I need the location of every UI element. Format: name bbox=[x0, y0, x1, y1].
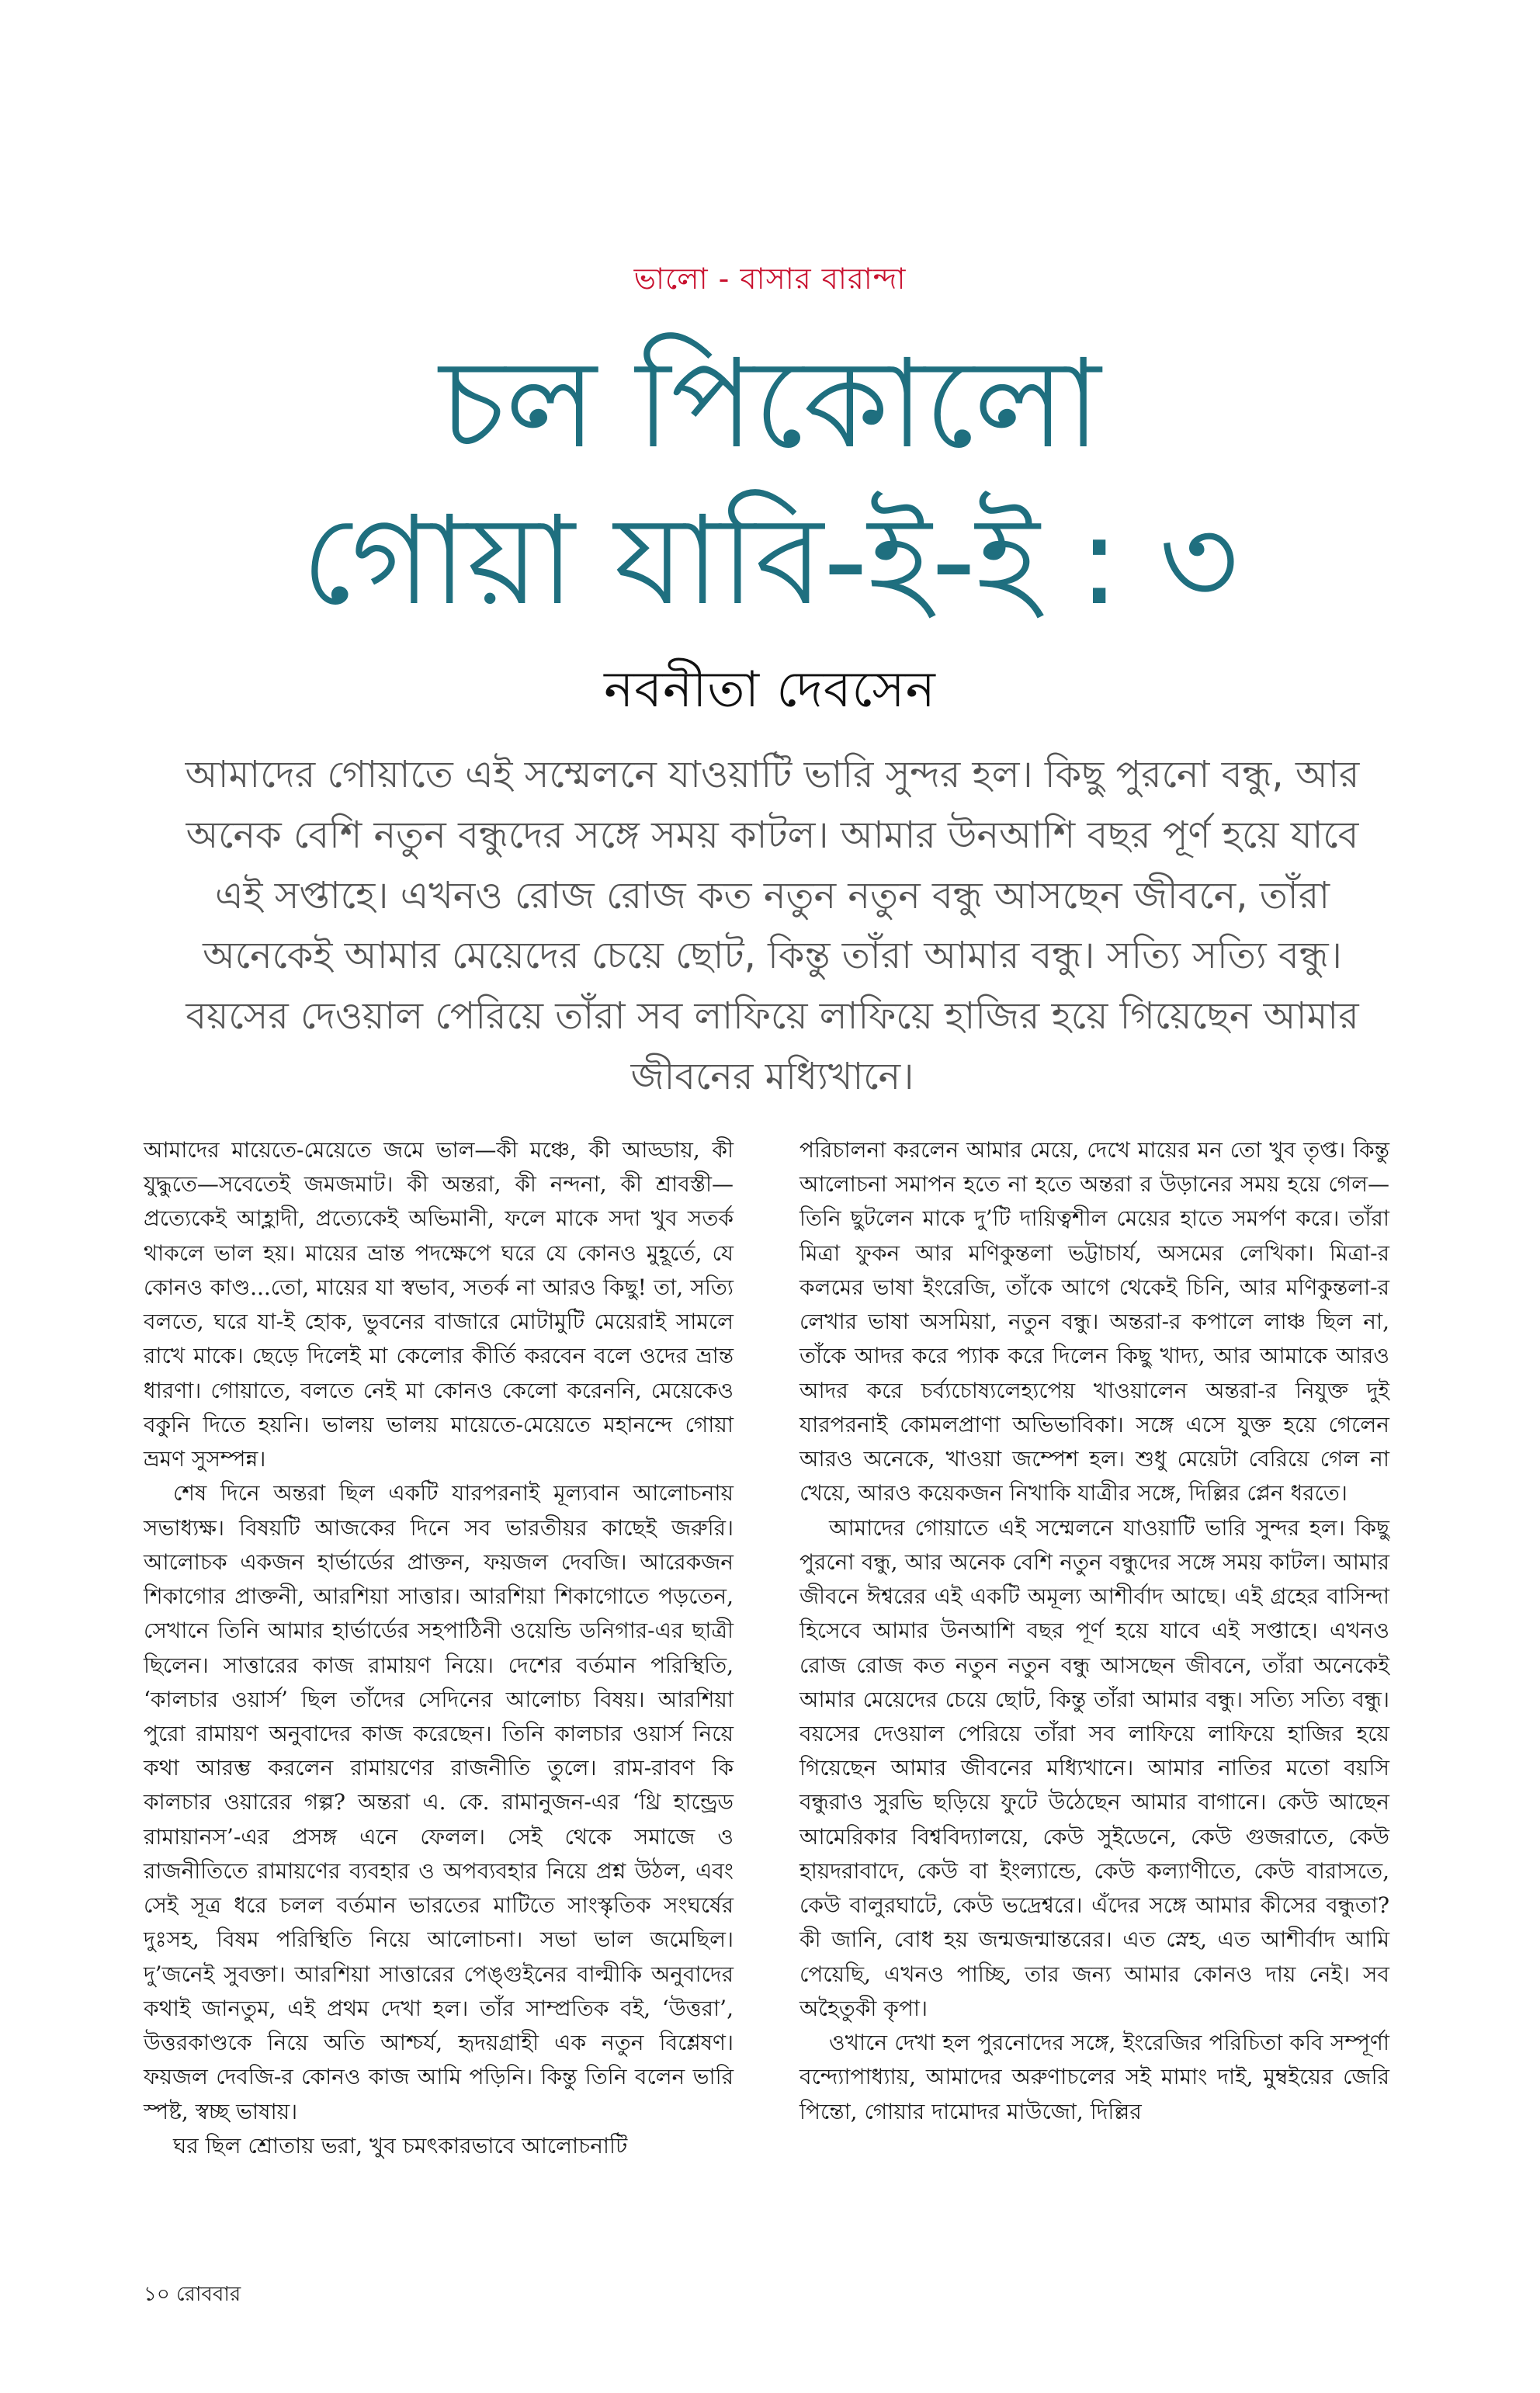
article-title bbox=[0, 326, 1540, 640]
author-byline: নবনীতা দেবসেন bbox=[604, 661, 936, 719]
page-footer bbox=[144, 2278, 241, 2312]
body-paragraph: আমাদের মায়েতে-মেয়েতে জমে ভাল—কী মঞ্চে, কী আড্ডায়, কী যুদ্ধুতে—সবেতেই জমজমাট। কী অন্তরা, কী নন্দনা, কী শ্রাবস্তী—প্রত্যেকেই আহ্লাদী, প্রত্যেকেই অভিমানী, ফলে মাকে সদা খুব সতর্ক থাকলে ভাল হয়। মায়ের ভ্রান্ত পদক্ষেপে ঘরে যে কোনও মুহূর্তে, যে কোনও কাণ্ড...তো, মায়ের যা স্বভাব, সতর্ক না আরও কিছু! তা, সত্যি বলতে, ঘরে যা-ই হোক, ভুবনের বাজারে মোটামুটি মেয়েরাই সামলে রাখে মাকে। ছেড়ে দিলেই মা কেলোর কীর্তি করবেন বলে ওদের ভ্রান্ত ধারণা। গোয়াতে, বলতে নেই মা কোনও কেলো করেননি, মেয়েকেও বকুনি দিতে হয়নি। ভালয় ভালয় মায়েতে-মেয়েতে মহানন্দে গোয়া ভ্রমণ সুসম্পন্ন। bbox=[144, 1137, 734, 1472]
page-number: ১০ bbox=[144, 2283, 170, 2306]
title-line-1: চল পিকোলো bbox=[439, 333, 1101, 476]
standfirst: আমাদের গোয়াতে এই সম্মেলনে যাওয়াটি ভারি সুন্দর হল। কিছু পুরনো বন্ধু, আর অনেক বেশি নতুন বন্ধুদের সঙ্গে সময় কাটল। আমার উনআশি বছর পূর্ণ হয়ে যাবে এই সপ্তাহে। এখনও রোজ রোজ কত নতুন নতুন বন্ধু আসছেন জীবনে, তাঁরা অনেকেই আমার মেয়েদের চেয়ে ছোট, কিন্তু তাঁরা আমার বন্ধু। সত্যি সত্যি বন্ধু। বয়সের দেওয়াল পেরিয়ে তাঁরা সব লাফিয়ে লাফিয়ে হাজির হয়ে গিয়েছেন আমার জীবনের মধ্যিখানে। bbox=[185, 753, 1360, 1098]
body-paragraph: শেষ দিনে অন্তরা ছিল একটি যারপরনাই মূল্যবান আলোচনায় সভাধ্যক্ষ। বিষয়টি আজকের দিনে সব ভারতীয়র কাছেই জরুরি। আলোচক একজন হার্ভার্ডের প্রাক্তন, ফয়জল দেবজি। আরেকজন শিকাগোর প্রাক্তনী, আরশিয়া সাত্তার। আরশিয়া শিকাগোতে পড়তেন, সেখানে তিনি আমার হার্ভার্ডের সহপাঠিনী ওয়েন্ডি ডনিগার-এর ছাত্রী ছিলেন। সাত্তারের কাজ রামায়ণ নিয়ে। দেশের বর্তমান পরিস্থিতি, ‘কালচার ওয়ার্স’ ছিল তাঁদের সেদিনের আলোচ্য বিষয়। আরশিয়া পুরো রামায়ণ অনুবাদের কাজ করেছেন। তিনি কালচার ওয়ার্স নিয়ে কথা আরম্ভ করলেন রামায়ণের রাজনীতি তুলে। রাম-রাবণ কি কালচার ওয়ারের গল্প? অন্তরা এ. কে. রামানুজন-এর ‘থ্রি হান্ড্রেড রামায়ানস’-এর প্রসঙ্গ এনে ফেলল। সেই থেকে সমাজে ও রাজনীতিতে রামায়ণের ব্যবহার ও অপব্যবহার নিয়ে প্রশ্ন উঠল, এবং সেই সূত্র ধরে চলল বর্তমান ভারতের মাটিতে সাংস্কৃতিক সংঘর্ষের দুঃসহ, বিষম পরিস্থিতি নিয়ে আলোচনা। সভা ভাল জমেছিল। দু’জনেই সুবক্তা। আরশিয়া সাত্তারের পেঙ্গুইনের বাল্মীকি অনুবাদের কথাই জানতুম, এই প্রথম দেখা হল। তাঁর সাম্প্রতিক বই, ‘উত্তরা’, উত্তরকাণ্ডকে নিয়ে অতি আশ্চর্য, হৃদয়গ্রাহী এক নতুন বিশ্লেষণ। ফয়জল দেবজি-র কোনও কাজ আমি পড়িনি। কিন্তু তিনি বলেন ভারি স্পষ্ট, স্বচ্ছ ভাষায়। bbox=[144, 1480, 734, 2124]
body-paragraph: আমাদের গোয়াতে এই সম্মেলনে যাওয়াটি ভারি সুন্দর হল। কিছু পুরনো বন্ধু, আর অনেক বেশি নতুন বন্ধুদের সঙ্গে সময় কাটল। আমার জীবনে ঈশ্বরের এই একটি অমূল্য আশীর্বাদ আছে। এই গ্রহের বাসিন্দা হিসেবে আমার উনআশি বছর পূর্ণ হয়ে যাবে এই সপ্তাহে। এখনও রোজ রোজ কত নতুন নতুন বন্ধু আসছেন জীবনে, তাঁরা অনেকেই আমার মেয়েদের চেয়ে ছোট, কিন্তু তাঁরা আমার বন্ধু। সত্যি সত্যি বন্ধু। বয়সের দেওয়াল পেরিয়ে তাঁরা সব লাফিয়ে লাফিয়ে হাজির হয়ে গিয়েছেন আমার জীবনের মধ্যিখানে। আমার নাতির মতো বয়সি বন্ধুরাও সুরভি ছড়িয়ে ফুটে উঠেছেন আমার বাগানে। কেউ আছেন আমেরিকার বিশ্ববিদ্যালয়ে, কেউ সুইডেনে, কেউ গুজরাতে, কেউ হায়দরাবাদে, কেউ বা ইংল্যান্ডে, কেউ কল্যাণীতে, কেউ বারাসতে, কেউ বালুরঘাটে, কেউ ভদ্রেশ্বরে। এঁদের সঙ্গে আমার কীসের বন্ধুতা? কী জানি, বোধ হয় জন্মজন্মান্তরের। এত স্নেহ, এত আশীর্বাদ আমি পেয়েছি, এখনও পাচ্ছি, তার জন্য আমার কোনও দায় নেই। সব অহৈতুকী কৃপা। bbox=[799, 1514, 1389, 2021]
body-column-right bbox=[799, 1133, 1389, 2129]
body-paragraph: ঘর ছিল শ্রোতায় ভরা, খুব চমৎকারভাবে আলোচনাটি bbox=[173, 2132, 628, 2159]
body-paragraph: ওখানে দেখা হল পুরনোদের সঙ্গে, ইংরেজির পরিচিতা কবি সম্পূর্ণা বন্দ্যোপাধ্যায়, আমাদের অরুণাচলের সই মামাং দাই, মুম্বইয়ের জেরি পিন্তো, গোয়ার দামোদর মাউজো, দিল্লির bbox=[799, 2030, 1389, 2124]
title-line-2: গোয়া যাবি-ই-ই : ৩ bbox=[301, 490, 1239, 633]
body-paragraph: পরিচালনা করলেন আমার মেয়ে, দেখে মায়ের মন তো খুব তৃপ্ত। কিন্তু আলোচনা সমাপন হতে না হতে অন্তরা র উড়ানের সময় হয়ে গেল—তিনি ছুটলেন মাকে দু’টি দায়িত্বশীল মেয়ের হাতে সমর্পণ করে। তাঁরা মিত্রা ফুকন আর মণিকুন্তলা ভট্টাচার্য, অসমের লেখিকা। মিত্রা-র কলমের ভাষা ইংরেজি, তাঁকে আগে থেকেই চিনি, আর মণিকুন্তলা-র লেখার ভাষা অসমিয়া, নতুন বন্ধু। অন্তরা-র কপালে লাঞ্চ ছিল না, তাঁকে আদর করে প্যাক করে দিলেন কিছু খাদ্য, আর আমাকে আরও আদর করে চর্ব্যচোষ্যলেহ্যপেয় খাওয়ালেন অন্তরা-র নিযুক্ত দুই যারপরনাই কোমলপ্রাণা অভিভাবিকা। সঙ্গে এসে যুক্ত হয়ে গেলেন আরও অনেকে, খাওয়া জম্পেশ হল। শুধু মেয়েটা বেরিয়ে গেল না খেয়ে, আরও কয়েকজন নিখাকি যাত্রীর সঙ্গে, দিল্লির প্লেন ধরতে। bbox=[799, 1137, 1389, 1507]
body-column-left bbox=[144, 1133, 734, 2163]
section-kicker: ভালো - বাসার বারান্দা bbox=[633, 262, 907, 296]
publication-name: রোববার bbox=[176, 2283, 241, 2306]
